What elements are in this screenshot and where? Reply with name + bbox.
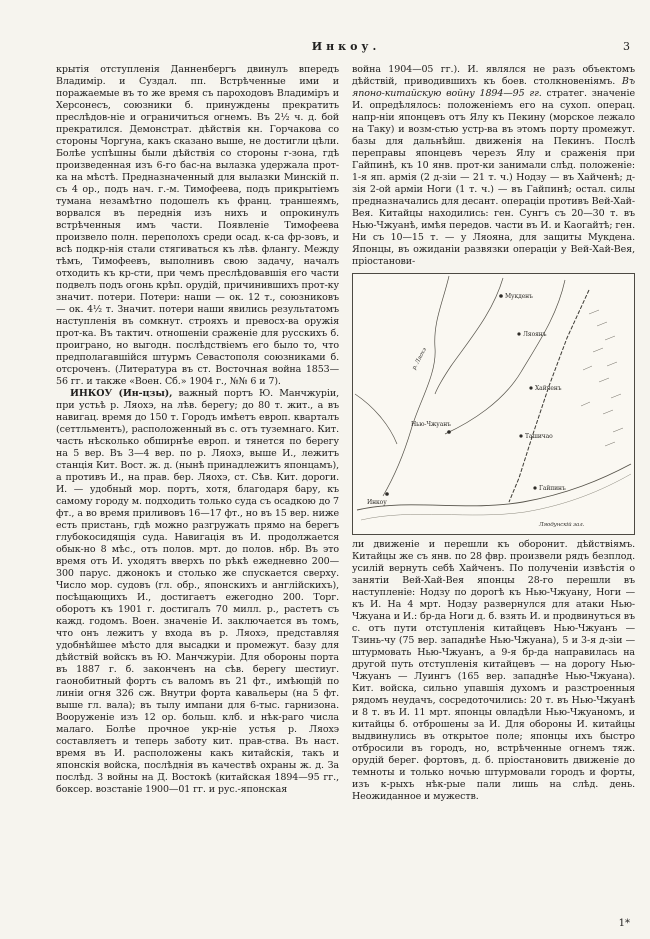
map-label-gaiping: Гайпинъ <box>539 485 566 492</box>
page-number: 3 <box>623 40 630 53</box>
railway-line <box>509 290 589 502</box>
right-column <box>352 64 635 803</box>
town-liaoyang-dot <box>517 332 520 335</box>
signature-mark: 1* <box>618 918 630 929</box>
coastline-shade <box>361 474 631 520</box>
battle-continuation-text: ли движеніе и перешли къ оборонит. дѣйствіямъ. Китайцы же съ янв. по 28 фвр. произвели рядъ безплод. усилій вернуть себѣ Хайченъ. По полученіи извѣстія о занятіи Вей-Хай-Вея японцы 28-го перешли въ наступленіе: Нодзу по дорогѣ къ Нью-Чжуану, Ноги — къ И. На 4 мрт. Нодзу развернулся для атаки Нью-Чжуана и И.: бр-да Ноги д. б. взять И. и продвинуться въ с. отъ пути отступленія китайцевъ Нью-Чжуанъ — Тзинь-чу (75 вер. западнѣе Нью-Чжуана), 5 и 3-я д-зіи — штурмовать Нью-Чжуанъ, а 9-я бр-да направилась на другой путь отступленія китайцевъ — на дорогу Нью-Чжуанъ — Луингъ (165 вер. западнѣе Нью-Чжуана). Кит. войска, сильно упавшія духомъ и разстроенныя рядомъ неудачъ, сосредоточились: 20 т. въ Нью-Чжуанѣ и 8 т. въ И. 11 мрт. японцы овладѣли Нью-Чжуаномъ, и китайцы б. отброшены за И. Для обороны И. китайцы выдвинулись въ открытое поле; японцы ихъ быстро отбросили въ городъ, но, встрѣченные огнемъ тяж. орудій берег. фортовъ, д. б. пріостановить движеніе до темноты и только ночью штурмовали городъ и форты, изъ к-рыхъ нѣк-рые пали лишь на слѣд. день. Неожиданное и мужеств. <box>352 539 635 802</box>
coastline <box>357 464 631 510</box>
map-label-haicheng: Хайченъ <box>535 385 562 392</box>
literature-note: (Литература въ ст. Восточная война 1853—56 гг. и также «Воен. Сб.» 1904 г., №№ 6 и 7). <box>56 364 340 387</box>
page-header <box>56 40 636 56</box>
article-headword: ИНКОУ <box>70 388 113 399</box>
map-label-liaoyang: Ляоянъ <box>523 331 547 338</box>
town-tashichao-dot <box>519 434 522 437</box>
mountain-hatching <box>581 310 623 446</box>
map-label-newchwang: Нью-Чжуанъ <box>411 421 451 428</box>
text-columns <box>56 64 636 803</box>
article-inkou <box>56 388 339 796</box>
war-text-pre: война 1904—05 гг.). И. являлся не разъ объектомъ дѣйствій, приводившихъ къ боев. столкновеніямъ. <box>352 64 635 87</box>
article-body-text: важный портъ Ю. Манчжуріи, при устьѣ р. Ляохэ, на лѣв. берегу; до 80 т. жит., а въ навигац. время до 150 т. Городъ имѣетъ европ. кварталъ (сеттльментъ), расположенный въ с. отъ туземнаго. Кит. часть нѣсколько обширнѣе европ. и тянется по берегу на 5 вер. Въ 3—4 вер. по р. Ляохэ, выше И., лежитъ станція Кит. Вост. ж. д. (нынѣ принадлежитъ японцамъ), а противъ И., на прав. бер. Ляохэ, ст. Сѣв. Кит. дороги. И. — удобный мор. портъ, хотя, благодаря бару, къ самому городу м. подходить только суда съ осадкою до 7 фт., а во время приливовъ 16—17 фт., но въ 15 вер. ниже есть пристань, гдѣ можно разгружать прямо на берегъ глубокосидящія суда. Навигація въ И. продолжается обык-но 8 мѣс., отъ полов. мрт. до полов. нбр. Въ это время отъ И. уходятъ вверхъ по рѣкѣ ежедневно 200—300 парус. джонокъ и столько же спускается сверху. Число мор. судовъ (гл. обр., японскихъ и англійскихъ), посѣщающихъ И., достигаетъ ежегодно 200. Торг. оборотъ къ 1901 г. достигалъ 70 милл. р., растетъ съ кажд. годомъ. Воен. значеніе И. заключается въ томъ, что онъ лежитъ у входа въ р. Ляохэ, представляя удобнѣйшее мѣсто для высадки и промежут. базу для дѣйствій войскъ въ Ю. Манчжуріи. Для обороны порта въ 1887 г. б. законченъ на сѣв. берегу шестиуг. гаонобитный фортъ съ валомъ въ 21 фт., имѣющій по линіи огня 326 сж. Внутри форта кавальеры (на 5 фт. выше гл. вала); въ тылу импани для 6-тыс. гарнизона. Вооруженіе изъ 12 ор. больш. клб. и нѣк-раго числа малаго. Болѣе прочное укр-ніе устья р. Ляохэ составляетъ и теперь заботу кит. прав-ства. Въ наст. время въ И. расположены какъ китайскія, такъ и японскія войска, послѣднія въ качествѣ охраны ж. д. За послѣд. 3 войны на Д. Востокѣ (китайская 1894—95 гг., боксер. возстаніе 1900—01 гг. и рус.-японская <box>56 388 339 795</box>
map-figure <box>352 273 635 535</box>
paragraph-inkerman-continuation <box>56 64 339 388</box>
war-text-italic: Въ японо-китайскую войну 1894—95 гг. <box>352 76 635 99</box>
map-label-liaodong-bay: Ляодунскій зал. <box>539 522 585 528</box>
river-branch-3 <box>355 394 397 444</box>
map-label-inkou: Инкоу <box>367 499 387 506</box>
town-newchwang-dot <box>447 430 451 434</box>
town-inkou-dot <box>385 492 389 496</box>
war-text-post: стратег. значеніе И. опредѣлялось: положеніемъ его на сухоп. операц. напр-ніи японцевъ отъ Ялу къ Пекину (морское лежало на Таку) и возм-стью устр-ва въ этомъ порту промежут. базы для дальнѣйш. движенія на Пекинъ. Послѣ переправы японцевъ черезъ Ялу и сраженія при Гайпинѣ, къ 10 янв. прот-ки занимали слѣд. положеніе: 1-я яп. армія (2 д-зіи — 21 т. ч.) Нодзу — въ Хайченѣ; д-зія 2-ой арміи Ноги (1 т. ч.) — въ Гайпинѣ; остал. силы предназначались для десант. операціи противъ Вей-Хай-Вея. Китайцы находились: ген. Сунгъ съ 20—30 т. въ Нью-Чжуанѣ, имѣя передов. части въ И. и Каогайтѣ; ген. Ни съ 10—15 т. — у Ляояна, для защиты Мукдена. Японцы, въ ожиданіи развязки операціи у Вей-Хай-Вея, пріостанови- <box>352 88 635 267</box>
running-title: Инкоу. <box>311 40 381 53</box>
paragraph-battle-continuation <box>352 539 635 803</box>
article-headword-paren: (Ин-цзы), <box>112 388 173 399</box>
left-column <box>56 64 339 803</box>
town-haicheng-dot <box>529 386 532 389</box>
map-label-mukden: Мукденъ <box>505 293 533 300</box>
paragraph-war-operations <box>352 64 635 268</box>
town-mukden-dot <box>499 294 503 298</box>
map-image <box>353 274 634 534</box>
town-gaiping-dot <box>533 486 536 489</box>
river-branch-1 <box>435 278 503 394</box>
river-branch-2 <box>445 280 565 434</box>
inkerman-continuation-text: крытія отступленія Данненбергъ двинулъ впередъ Владимір. и Суздал. пп. Встрѣченные ими и поражаемые въ то же время съ пароходовъ Владиміръ и Херсонесъ, союзники б. принуждены прекратить преслѣдов-ніе и ограничиться огнемъ. Въ 2½ ч. д. бой прекратился. Демонстрат. дѣйствія кн. Горчакова со стороны Чоргуна, какъ сказано выше, не достигли цѣли. Болѣе успѣшны были дѣйствія со стороны г-зона, гдѣ произведенная изъ 6-го бас-на вылазка удержала прот-ка на мѣстѣ. Предназначенный для вылазки Минскій п. съ 4 ор., подъ нач. г.-м. Тимофеева, подъ прикрытіемъ тумана незамѣтно подошелъ къ франц. траншеямъ, ворвался въ переднія изъ нихъ и опрокинулъ встрѣченныя имъ части. Появленіе Тимофеева произвело полн. переполохъ среди осад. к-са фр-зовъ, и всѣ подкр-нія стали стягиваться къ лѣв. флангу. Между тѣмъ, Тимофеевъ, выполнивъ свою задачу, началъ отходить къ кр-сти, при чемъ преслѣдовавшія его части подвелъ подъ огонь крѣп. орудій, причинившихъ прот-ку значит. потери. Потери: наши — ок. 12 т., союзниковъ — ок. 4½ т. Значит. потери наши явились результатомъ наступленія въ сомкнут. строяхъ и превосх-ва оружія прот-ка. Въ тактич. отношеніи сраженіе для русскихъ б. проиграно, но выгодн. послѣдствіемъ его было то, что предполагавшійся штурмъ Севастополя союзниками б. отсроченъ. <box>56 64 339 375</box>
map-label-liaohe-river: р. Ляохэ <box>411 346 429 371</box>
map-label-tashichao: Ташичао <box>525 433 553 440</box>
